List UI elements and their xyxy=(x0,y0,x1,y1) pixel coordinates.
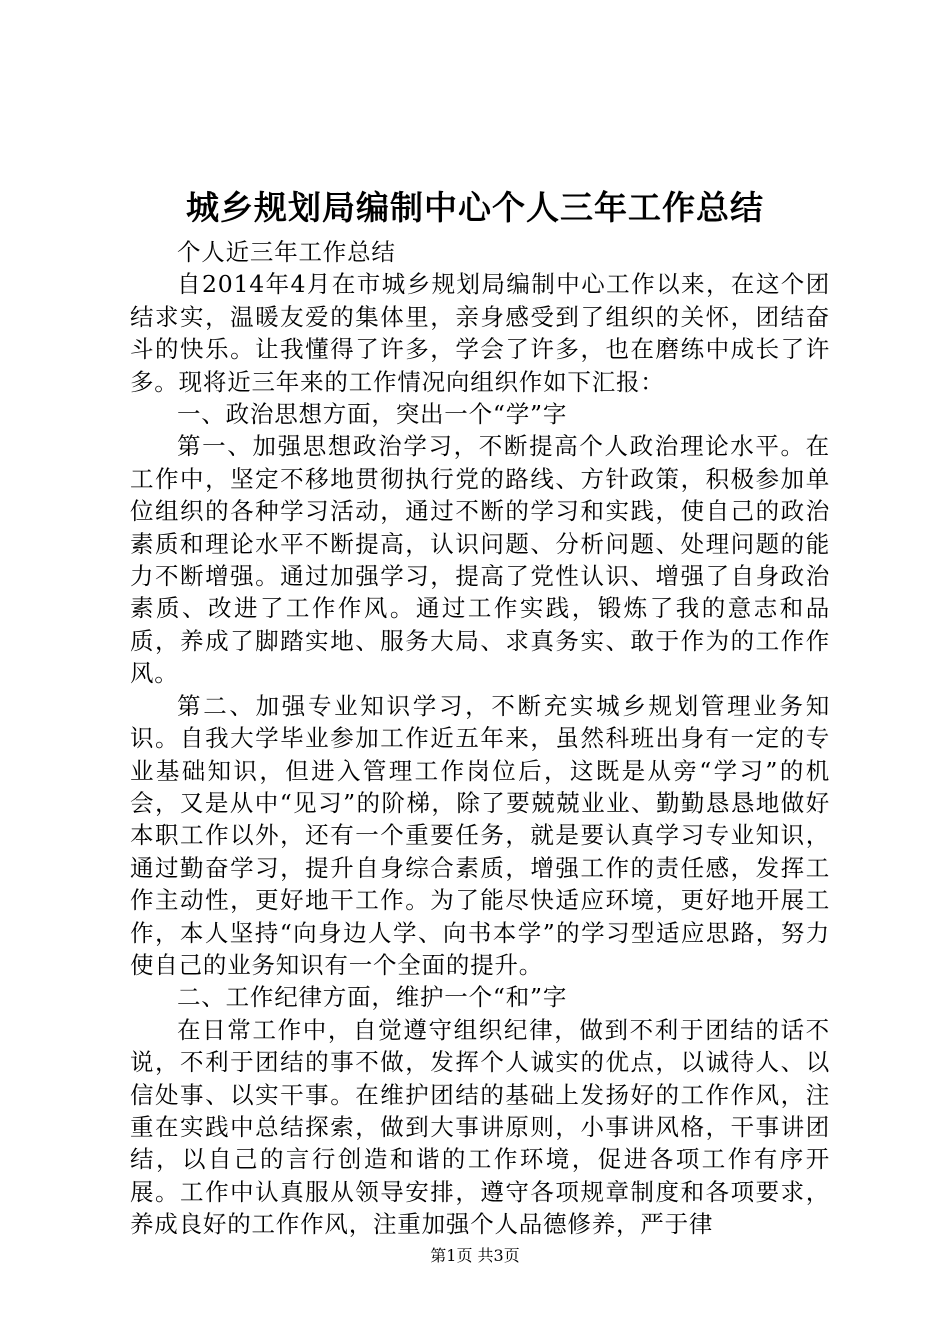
paragraph-intro: 自2014年4月在市城乡规划局编制中心工作以来，在这个团结求实，温暖友爱的集体里，亲身感受到了组织的关怀，团结奋斗的快乐。让我懂得了许多，学会了许多，也在磨练中成长了许多。现将近三年来的工作情况向组织作如下汇报： xyxy=(130,270,830,396)
paragraph-subtitle: 个人近三年工作总结 xyxy=(177,238,396,266)
section-heading-political: 一、政治思想方面，突出一个“学”字 xyxy=(177,400,568,429)
paragraph-discipline: 在日常工作中，自觉遵守组织纪律，做到不利于团结的话不说，不利于团结的事不做，发挥个人诚实的优点，以诚待人、以信处事、以实干事。在维护团结的基础上发扬好的工作作风，注重在实践中总结探索，做到大事讲原则，小事讲风格，干事讲团结，以自己的言行创造和谐的工作环境，促进各项工作有序开展。工作中认真服从领导安排，遵守各项规章制度和各项要求，养成良好的工作作风，注重加强个人品德修养，严于律 xyxy=(130,1015,830,1239)
paragraph-professional-study: 第二、加强专业知识学习，不断充实城乡规划管理业务知识。自我大学毕业参加工作近五年来，虽然科班出身有一定的专业基础知识，但进入管理工作岗位后，这既是从旁“学习”的机会，又是从中“见习”的阶梯，除了要兢兢业业、勤勤恳恳地做好本职工作以外，还有一个重要任务，就是要认真学习专业知识，通过勤奋学习，提升自身综合素质，增强工作的责任感，发挥工作主动性，更好地干工作。为了能尽快适应环境，更好地开展工作，本人坚持“向身边人学、向书本学”的学习型适应思路，努力使自己的业务知识有一个全面的提升。 xyxy=(130,691,830,979)
paragraph-political-study: 第一、加强思想政治学习，不断提高个人政治理论水平。在工作中，坚定不移地贯彻执行党的路线、方针政策，积极参加单位组织的各种学习活动，通过不断的学习和实践，使自己的政治素质和理论水平不断提高，认识问题、分析问题、处理问题的能力不断增强。通过加强学习，提高了党性认识、增强了自身政治素质、改进了工作作风。通过工作实践，锻炼了我的意志和品质，养成了脚踏实地、服务大局、求真务实、敢于作为的工作作风。 xyxy=(130,432,830,688)
document-title: 城乡规划局编制中心个人三年工作总结 xyxy=(186,188,764,227)
section-heading-discipline: 二、工作纪律方面，维护一个“和”字 xyxy=(177,983,568,1012)
document-body xyxy=(130,236,830,1241)
page-footer: 第1页 共3页 xyxy=(430,1246,520,1265)
